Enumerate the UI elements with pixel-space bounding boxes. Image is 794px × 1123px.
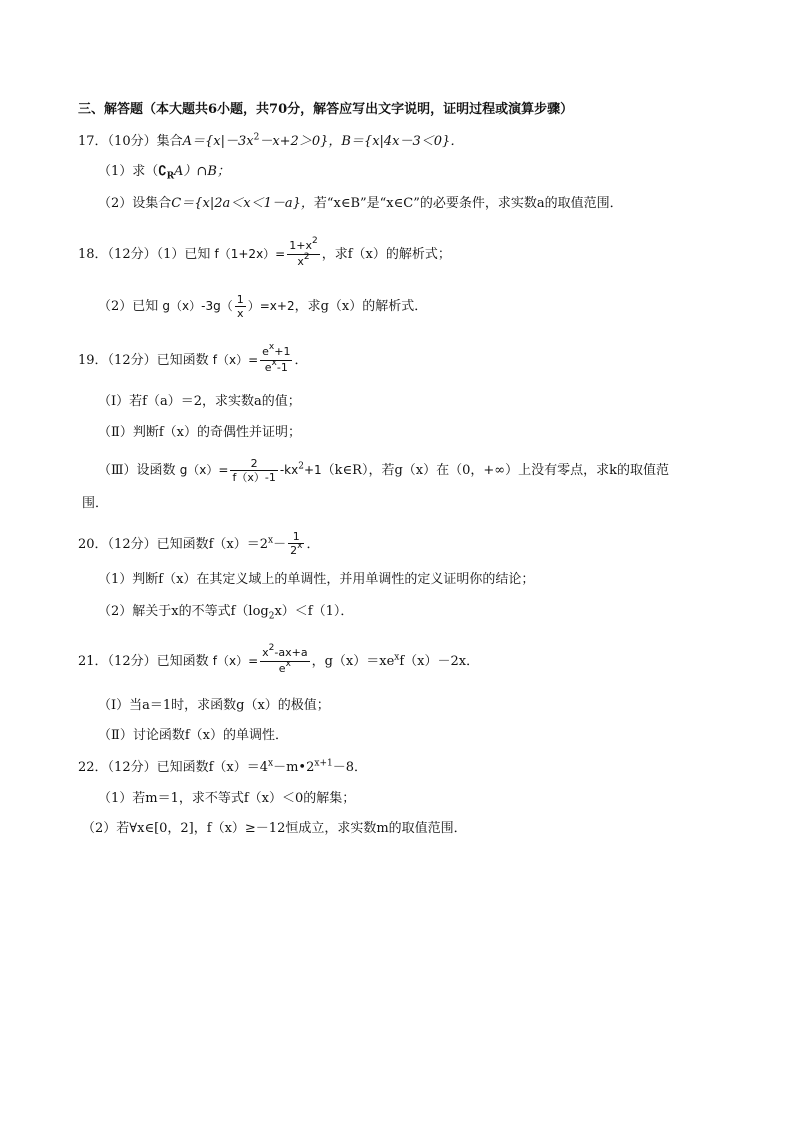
q19-num-base: e <box>262 345 269 358</box>
q21-stem-pre: 已知函数 <box>156 654 209 669</box>
q18-p2-lhs: g（x）-3g（ <box>162 299 233 313</box>
q18-p2-pre: （2）已知 <box>98 299 159 314</box>
q17-p1-complement: ∁ <box>158 164 167 179</box>
question-18 <box>78 236 451 270</box>
q22-p1-text: （1）若m＝1，求不等式f（x）＜0的解集； <box>98 791 356 806</box>
q19-p3-pre: （Ⅲ）设函数 <box>98 463 176 478</box>
q20-stem-exp: x <box>268 535 274 546</box>
q19-p3-den: f（x）-1 <box>232 471 276 484</box>
q21-stem-post-pre: ，g（x）＝xe <box>311 654 395 669</box>
q22-stem-exp1: x <box>268 758 274 769</box>
q19-p3-mid-rest: +1 <box>303 463 322 477</box>
q19-p3-num: 2 <box>230 457 277 471</box>
q20-p2-pre: （2）解关于x的不等式f（log <box>98 604 269 619</box>
q19-stem-pre: 已知函数 <box>156 353 209 368</box>
q18-p2-rhs: ）=x+2 <box>247 299 295 313</box>
q20-p2-post: x）＜f（1）． <box>274 604 354 619</box>
section-heading <box>78 101 573 119</box>
q19-den-exp: x <box>271 358 277 368</box>
q19-p3-fraction <box>230 457 277 484</box>
q22-stem-pre: 已知函数f（x）＝4 <box>156 760 269 775</box>
q19-p3-mid-exp: 2 <box>298 461 304 472</box>
q19-den-base: e <box>264 361 272 374</box>
q17-p1-sub: R <box>166 171 175 182</box>
q20-den: 2 <box>290 544 298 557</box>
q20-stem-minus: － <box>273 537 287 552</box>
q17-number: 17．（10分） <box>78 134 157 149</box>
q20-stem-post: ． <box>306 537 320 552</box>
q21-stem-post-exp: x <box>394 652 400 663</box>
q22-part-1 <box>98 790 355 808</box>
question-22 <box>78 759 367 777</box>
q20-num: 1 <box>288 530 304 544</box>
q20-p1-text: （1）判断f（x）在其定义域上的单调性，并用单调性的定义证明你的结论； <box>98 572 535 587</box>
q19-part-2 <box>98 424 301 442</box>
q21-stem-lhs: f（x）= <box>212 654 259 668</box>
q19-stem-lhs: f（x）= <box>212 353 259 367</box>
q21-part-2 <box>98 727 288 745</box>
q19-part-3 <box>98 457 669 484</box>
q21-den-base: e <box>278 662 286 675</box>
q22-part-2 <box>82 820 467 838</box>
q21-den-exp: x <box>285 659 291 669</box>
q21-num-rest: -ax+a <box>274 646 308 659</box>
q21-p2-text: （Ⅱ）讨论函数f（x）的单调性． <box>98 728 288 743</box>
q19-part-3-wrap <box>82 495 108 513</box>
q22-stem-mid: －m•2 <box>273 760 315 775</box>
q17-stem: 集合 <box>156 134 183 149</box>
q17-set-b: B＝{x|4x－3＜0}． <box>341 134 464 149</box>
q19-p3-post: 若g（x）在（0，+∞）上没有零点，求k的取值范 <box>381 463 669 478</box>
q20-p2-sub: 2 <box>268 611 275 622</box>
q19-p3-lhs: g（x）= <box>179 463 229 477</box>
q19-p2-text: （Ⅱ）判断f（x）的奇偶性并证明； <box>98 425 301 440</box>
question-20 <box>78 530 319 559</box>
q21-num-exp: 2 <box>268 643 275 653</box>
q20-number: 20．（12分） <box>78 537 157 552</box>
q19-stem-post: ． <box>294 353 308 368</box>
q20-stem-fraction <box>288 530 304 559</box>
question-17 <box>78 133 463 151</box>
q18-part-2 <box>98 293 427 320</box>
section-heading-text: 三、解答题（本大题共6小题，共70分，解答应写出文字说明，证明过程或演算步骤） <box>78 102 574 117</box>
q18-p2-fraction <box>235 293 246 320</box>
question-21 <box>78 643 480 677</box>
q19-p3-wrap-text: 围． <box>82 496 109 511</box>
q20-den-exp: x <box>297 541 303 551</box>
q18-p1-num: 1+x <box>289 239 312 252</box>
q18-p1-pre: （1）已知 <box>156 247 211 262</box>
q18-p1-fraction <box>287 236 319 270</box>
q22-stem-post: －8． <box>332 760 367 775</box>
q17-set-a-exp: 2 <box>253 132 260 143</box>
q17-p1-post: A）∩B； <box>174 164 230 179</box>
q18-p1-den-exp: 2 <box>303 252 310 262</box>
q21-num-base: x <box>262 646 269 659</box>
q21-part-1 <box>98 697 330 715</box>
q18-p1-num-exp: 2 <box>311 236 318 246</box>
q17-p1-pre: （1）求（ <box>98 164 159 179</box>
q20-part-1 <box>98 571 534 589</box>
q21-number: 21．（12分） <box>78 654 157 669</box>
q17-p2-set: C＝{x|2a＜x＜1－a}， <box>171 196 314 211</box>
q21-p1-text: （Ⅰ）当a＝1时，求函数g（x）的极值； <box>98 698 330 713</box>
q18-p2-num: 1 <box>236 293 244 306</box>
q20-stem-pre: 已知函数f（x）＝2 <box>156 537 269 552</box>
q17-p2-post: 若“x∈B”是“x∈C”的必要条件，求实数a的取值范围． <box>313 196 623 211</box>
q19-num-rest: +1 <box>274 345 291 358</box>
q17-set-a: A＝{x|－3x <box>182 134 254 149</box>
q18-p2-den: x <box>236 307 244 320</box>
q17-part-1 <box>98 163 230 181</box>
q19-p3-mid: -kx <box>279 463 299 477</box>
q20-part-2 <box>98 603 353 621</box>
q18-number: 18．（12分） <box>78 247 157 262</box>
question-19 <box>78 342 308 376</box>
q18-p1-den: x <box>297 255 304 268</box>
q19-p1-text: （Ⅰ）若f（a）＝2，求实数a的值； <box>98 394 301 409</box>
q18-p1-post: ，求f（x）的解析式； <box>321 247 451 262</box>
q18-p2-post: ，求g（x）的解析式． <box>294 299 428 314</box>
q18-p1-lhs: f（1+2x）= <box>214 247 286 261</box>
q19-part-1 <box>98 393 301 411</box>
q19-number: 19．（12分） <box>78 353 157 368</box>
q19-den-rest: -1 <box>276 361 288 374</box>
q21-stem-fraction <box>260 643 309 677</box>
q19-stem-fraction <box>260 342 292 376</box>
q22-stem-exp2: x+1 <box>314 758 333 769</box>
q22-p2-text: （2）若∀x∈[0，2]，f（x）≥－12恒成立，求实数m的取值范围． <box>82 821 467 836</box>
q17-p2-pre: （2）设集合 <box>98 196 172 211</box>
q19-p3-cond: （k∈R）， <box>321 463 382 478</box>
q22-number: 22．（12分） <box>78 760 157 775</box>
q17-part-2 <box>98 195 623 213</box>
q19-num-exp: x <box>268 342 275 352</box>
q17-set-a-rest: －x+2＞0}， <box>259 134 342 149</box>
q21-stem-post-rest: f（x）－2x． <box>399 654 480 669</box>
